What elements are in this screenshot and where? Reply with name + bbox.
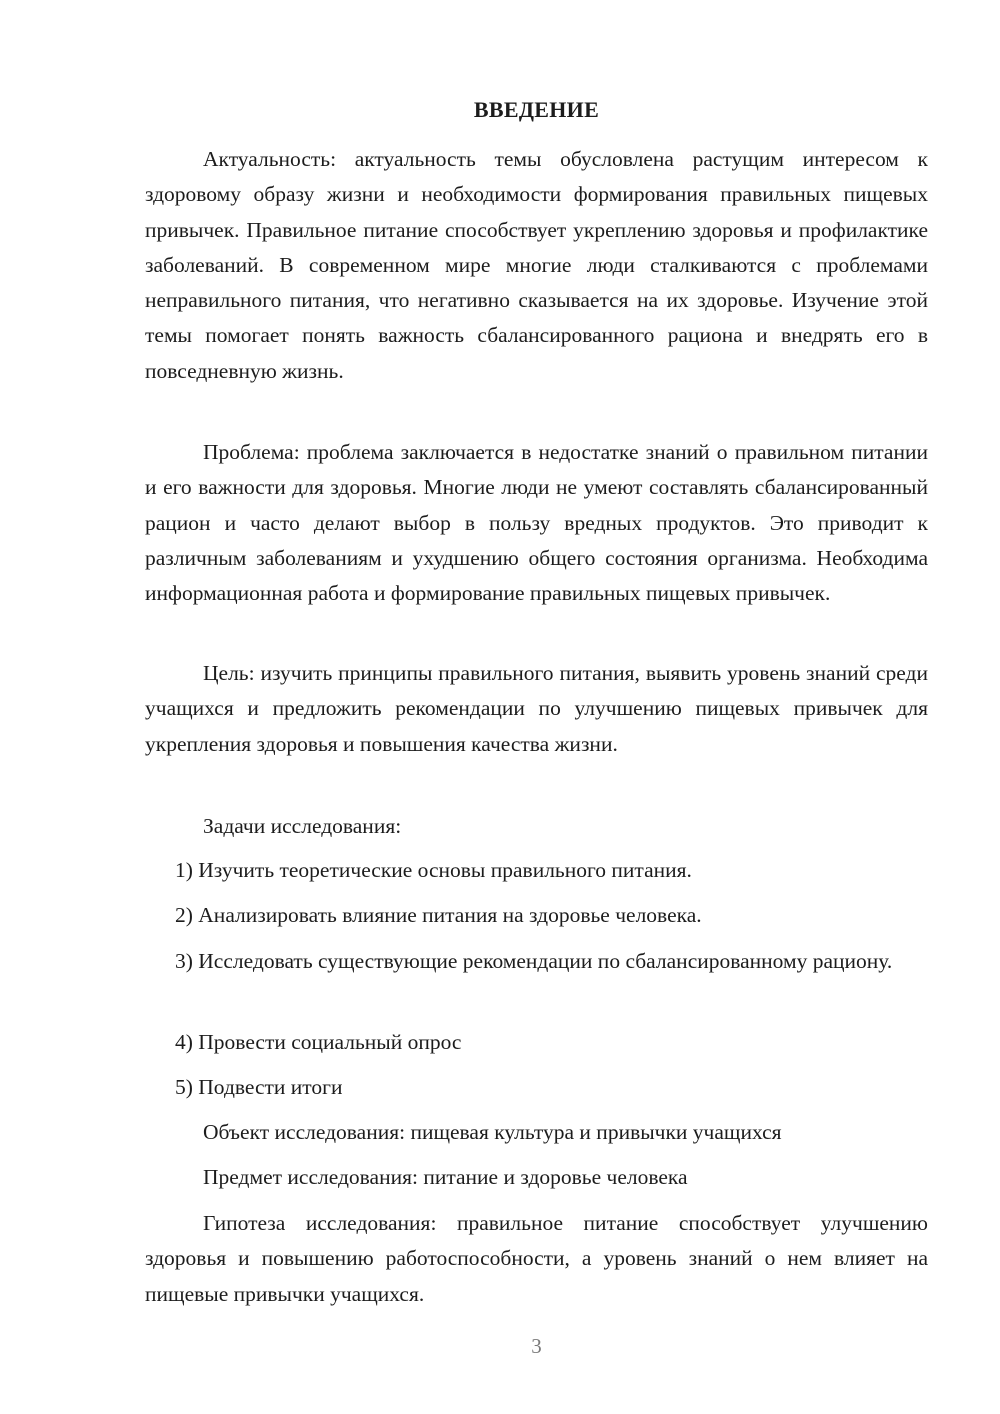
goal-paragraph: Цель: изучить принципы правильного питания, выявить уровень знаний среди учащихся и предложить рекомендации по улучшению пищевых привычек для укрепления здоровья и повышения качества жизни. bbox=[145, 661, 928, 756]
object-paragraph: Объект исследования: пищевая культура и привычки учащихся bbox=[203, 1120, 782, 1144]
task-item-3: 3) Исследовать существующие рекомендации по сбалансированному рациону. bbox=[175, 949, 893, 973]
subject-paragraph: Предмет исследования: питание и здоровье человека bbox=[203, 1165, 688, 1189]
section-heading: ВВЕДЕНИЕ bbox=[473, 97, 600, 122]
problem-paragraph: Проблема: проблема заключается в недостатке знаний о правильном питании и его важности для здоровья. Многие люди не умеют составлять сбалансированный рацион и часто делают выбор в пользу вредных продуктов. Это приводит к различным заболеваниям и ухудшению общего состояния организма. Необходима информационная работа и формирование правильных пищевых привычек. bbox=[145, 440, 928, 606]
task-item-4: 4) Провести социальный опрос bbox=[175, 1030, 462, 1054]
task-item-2: 2) Анализировать влияние питания на здоровье человека. bbox=[175, 903, 702, 927]
tasks-title: Задачи исследования: bbox=[203, 814, 402, 838]
page-number: 3 bbox=[531, 1334, 542, 1358]
relevance-paragraph: Актуальность: актуальность темы обусловлена растущим интересом к здоровому образу жизни и необходимости формирования правильных пищевых привычек. Правильное питание способствует укреплению здоровья и профилактике заболеваний. В современном мире многие люди сталкиваются с проблемами неправильного питания, что негативно сказывается на их здоровье. Изучение этой темы помогает понять важность сбалансированного рациона и внедрять его в повседневную жизнь. bbox=[145, 147, 928, 383]
hypothesis-paragraph: Гипотеза исследования: правильное питание способствует улучшению здоровья и повышению работоспособности, а уровень знаний о нем влияет на пищевые привычки учащихся. bbox=[145, 1211, 928, 1306]
task-item-5: 5) Подвести итоги bbox=[175, 1075, 343, 1099]
task-item-1: 1) Изучить теоретические основы правильного питания. bbox=[175, 858, 692, 882]
